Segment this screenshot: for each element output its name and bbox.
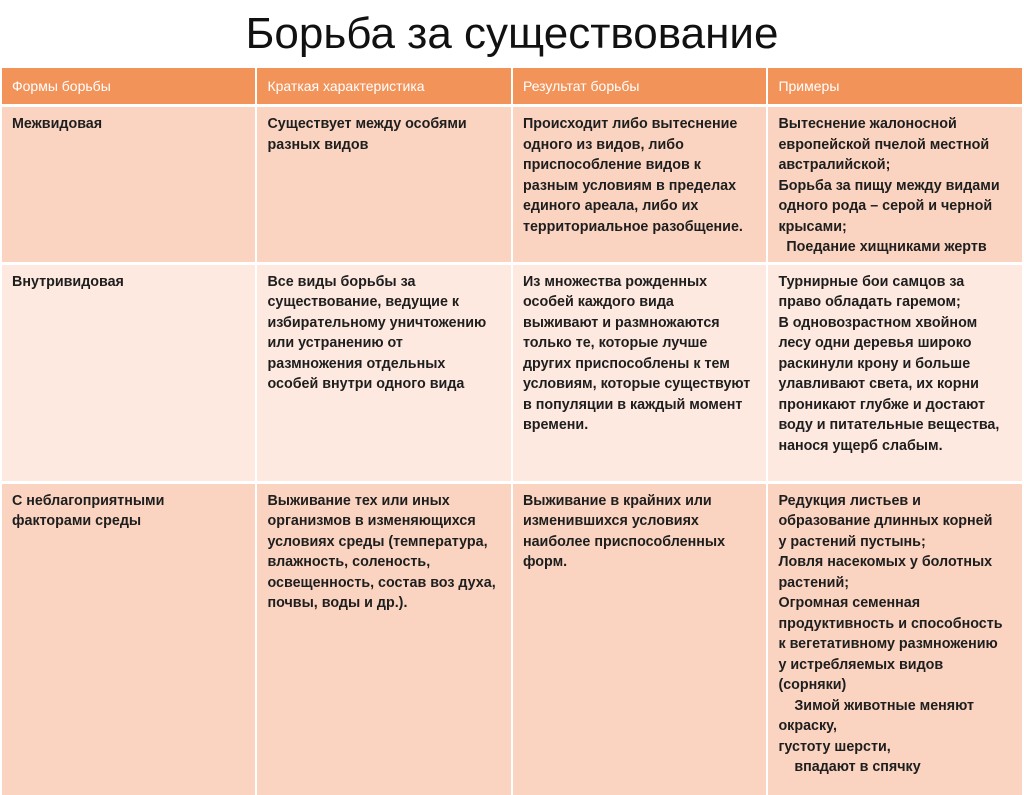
cell-line: Из множества рожденных: [522, 273, 708, 290]
cell-line: Борьба за пищу между видами: [778, 177, 1000, 194]
examples-cell: [768, 484, 1022, 795]
header-examples: Примеры: [768, 68, 1022, 107]
cell-line: или устранению от: [267, 335, 403, 351]
cell-line: условиях среды (температура,: [267, 533, 488, 550]
cell-line: австралийской;: [778, 157, 891, 173]
cell-line: Редукция листьев и: [778, 492, 921, 509]
cell-line: разным условиям в пределах: [522, 177, 737, 194]
cell-line: воду и питательные вещества,: [778, 417, 1000, 433]
cell-line: изменившихся условиях: [522, 513, 699, 529]
cell-line: С неблагоприятными: [12, 492, 165, 509]
cell-line: разных видов: [267, 136, 369, 153]
cell-line: Поедание хищниками жертв: [778, 239, 987, 255]
cell-line: у истребляемых видов: [778, 656, 944, 673]
cell-line: других приспособлены к тем: [522, 355, 730, 372]
cell-line: особей внутри одного вида: [267, 376, 465, 392]
cell-line: Выживание в крайних или: [522, 492, 712, 509]
cell-line: улавливают света, их корни: [778, 376, 979, 392]
cell-line: выживают и размножаются: [522, 314, 720, 331]
cell-line: право обладать гаремом;: [778, 294, 961, 310]
header-forms: Формы борьбы: [2, 68, 255, 107]
cell-line: условиям, которые существуют: [522, 376, 751, 392]
examples-cell: [768, 107, 1022, 265]
cell-line: приспособление видов к: [522, 157, 701, 173]
cell-line: форм.: [522, 554, 568, 570]
cell-line: Вытеснение жалоносной: [778, 116, 957, 132]
cell-line: нанося ущерб слабым.: [778, 437, 943, 454]
cell-line: (сорняки): [778, 677, 847, 693]
cell-line: только те, которые лучше: [522, 335, 708, 351]
cell-line: территориальное разобщение.: [522, 218, 743, 235]
cell-line: факторами среды: [12, 513, 142, 529]
cell-line: окраску,: [778, 718, 837, 734]
cell-line: лесу одни деревья широко: [778, 335, 972, 351]
cell-line: наиболее приспособленных: [522, 533, 726, 550]
page-title: Борьба за существование: [245, 9, 779, 58]
header-result: Результат борьбы: [513, 68, 766, 107]
cell-line: избирательному уничтожению: [267, 314, 487, 331]
result-cell: [513, 484, 766, 795]
cell-line: времени.: [522, 417, 589, 433]
cell-line: существование, ведущие к: [267, 294, 460, 310]
cell-line: Огромная семенная: [778, 595, 921, 611]
header-description: Краткая характеристика: [257, 68, 510, 107]
cell-line: единого ареала, либо их: [522, 198, 699, 214]
cell-line: В одновозрастном хвойном: [778, 314, 978, 331]
cell-line: к вегетативному размножению: [778, 636, 998, 652]
cell-line: Межвидовая: [12, 116, 103, 132]
cell-line: впадают в спячку: [778, 759, 921, 775]
cell-line: продуктивность и способность: [778, 615, 1003, 632]
cell-line: проникают глубже и достают: [778, 396, 986, 413]
cell-line: Все виды борьбы за: [267, 273, 416, 290]
cell-line: организмов в изменяющихся: [267, 513, 476, 529]
result-cell: [513, 265, 766, 484]
cell-line: влажность, соленость,: [267, 554, 431, 570]
table-row: [2, 484, 1022, 795]
description-cell: [257, 107, 510, 265]
cell-line: Зимой животные меняют: [778, 697, 975, 714]
examples-cell: [768, 265, 1022, 484]
cell-line: Внутривидовая: [12, 273, 124, 290]
cell-line: одного рода – серой и черной: [778, 198, 993, 214]
cell-line: растений;: [778, 574, 850, 591]
cell-line: раскинули крону и больше: [778, 355, 971, 372]
cell-line: одного из видов, либо: [522, 136, 684, 153]
cell-line: Существует между особями: [267, 116, 467, 132]
form-cell: [2, 265, 255, 484]
cell-line: размножения отдельных: [267, 355, 446, 372]
cell-line: Выживание тех или иных: [267, 492, 450, 509]
struggle-table: [0, 68, 1024, 795]
cell-line: густоту шерсти,: [778, 738, 891, 755]
form-cell: [2, 107, 255, 265]
table-row: [2, 107, 1022, 265]
result-cell: [513, 107, 766, 265]
cell-line: образование длинных корней: [778, 513, 993, 529]
cell-line: европейской пчелой местной: [778, 136, 990, 153]
description-cell: [257, 265, 510, 484]
cell-line: крысами;: [778, 218, 847, 235]
cell-line: почвы, воды и др.).: [267, 595, 408, 611]
cell-line: Ловля насекомых у болотных: [778, 554, 993, 570]
table-row: [2, 265, 1022, 484]
cell-line: особей каждого вида: [522, 294, 674, 310]
table-header-row: [2, 68, 1022, 107]
cell-line: Происходит либо вытеснение: [522, 116, 738, 132]
cell-line: в популяции в каждый момент: [522, 396, 743, 413]
description-cell: [257, 484, 510, 795]
form-cell: [2, 484, 255, 795]
cell-line: освещенность, состав воз духа,: [267, 574, 496, 591]
cell-line: Турнирные бои самцов за: [778, 273, 965, 290]
cell-line: у растений пустынь;: [778, 533, 926, 550]
